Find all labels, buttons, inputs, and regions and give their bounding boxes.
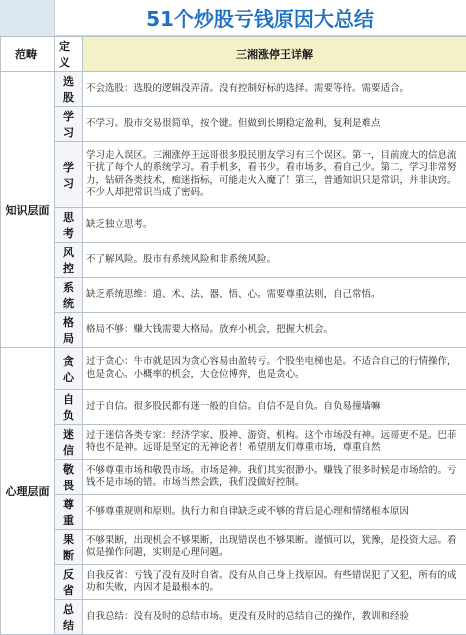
table-row bbox=[1, 390, 466, 425]
row-text[interactable]: 缺乏系统思维：道、术、法、器、悟、心。需要尊重法则，自己常悟。 bbox=[83, 278, 466, 313]
row-text[interactable]: 缺乏独立思考。 bbox=[83, 208, 466, 243]
row-term[interactable]: 选股 bbox=[55, 72, 83, 107]
row-text[interactable]: 过于迷信各类专家：经济学家、股神、游资、机构。这个市场没有神。远哥更不是。巴菲特也不是神。远哥是坚定的无神论者！希望朋友们尊重市场，尊重自然 bbox=[83, 425, 466, 460]
table-row bbox=[1, 565, 466, 600]
category-knowledge[interactable]: 知识层面 bbox=[1, 72, 55, 348]
corner-cell[interactable] bbox=[0, 0, 55, 37]
row-term[interactable]: 思考 bbox=[55, 208, 83, 243]
row-term[interactable]: 尊重 bbox=[55, 495, 83, 530]
row-text[interactable]: 不会选股：选股的逻辑没弄清。没有控制好标的选择。需要等待。需要适合。 bbox=[83, 72, 466, 107]
row-text[interactable]: 不够果断，出现机会不够果断，出现错误也不够果断。谨慎可以，犹豫，是投资大忌。看似是操作问题，实则是心理问题。 bbox=[83, 530, 466, 565]
table-row bbox=[1, 142, 466, 208]
reasons-table bbox=[0, 36, 466, 635]
table-row bbox=[1, 313, 466, 348]
row-term[interactable]: 迷信 bbox=[55, 425, 83, 460]
row-text[interactable]: 不够尊重规则和原则。执行力和自律缺乏或不够的背后是心理和情绪根本原因 bbox=[83, 495, 466, 530]
header-description[interactable]: 三湘涨停王详解 bbox=[83, 37, 466, 72]
table-row bbox=[1, 600, 466, 635]
page-title: 51个炒股亏钱原因大总结 bbox=[54, 0, 466, 36]
table-row bbox=[1, 243, 466, 278]
header-definition[interactable]: 定义 bbox=[55, 37, 83, 72]
row-text[interactable]: 不了解风险。股市有系统风险和非系统风险。 bbox=[83, 243, 466, 278]
table-row bbox=[1, 208, 466, 243]
category-psychology[interactable]: 心理层面 bbox=[1, 348, 55, 635]
row-term[interactable]: 果断 bbox=[55, 530, 83, 565]
table-row bbox=[1, 460, 466, 495]
row-term[interactable]: 学习 bbox=[55, 142, 83, 208]
row-term[interactable]: 格局 bbox=[55, 313, 83, 348]
row-text[interactable]: 过于自信。很多股民都有迷一般的自信。自信不是自负。自负易撞墙嘛 bbox=[83, 390, 466, 425]
table-row bbox=[1, 425, 466, 460]
table-row bbox=[1, 278, 466, 313]
row-text[interactable]: 格局不够：赚大钱需要大格局。放弃小机会，把握大机会。 bbox=[83, 313, 466, 348]
row-term[interactable]: 总结 bbox=[55, 600, 83, 635]
header-category[interactable]: 范畴 bbox=[1, 37, 55, 72]
table-row bbox=[1, 72, 466, 107]
row-term[interactable]: 风控 bbox=[55, 243, 83, 278]
row-text[interactable]: 自我反省：亏钱了没有及时自省。没有从自己身上找原因。有些错误犯了又犯，所有的成功和失败，内因才是最根本的。 bbox=[83, 565, 466, 600]
table-row bbox=[1, 348, 466, 390]
row-text[interactable]: 自我总结：没有及时的总结市场。更没有及时的总结自己的操作，教训和经验 bbox=[83, 600, 466, 635]
row-text[interactable]: 不够尊重市场和敬畏市场。市场是神。我们其实很渺小。赚钱了很多时候是市场给的。亏钱不是市场的错。市场当然会跌，我们没做好控制。 bbox=[83, 460, 466, 495]
row-term[interactable]: 敬畏 bbox=[55, 460, 83, 495]
row-term[interactable]: 学习 bbox=[55, 107, 83, 142]
table-row bbox=[1, 107, 466, 142]
row-term[interactable]: 贪心 bbox=[55, 348, 83, 390]
row-text[interactable]: 过于贪心：牛市就是因为贪心容易由盈转亏。个股坐电梯也是。不适合自己的行情操作，也是贪心。小概率的机会，大仓位博弈，也是贪心。 bbox=[83, 348, 466, 390]
table-row bbox=[1, 530, 466, 565]
header-row bbox=[1, 37, 466, 72]
row-text[interactable]: 不学习。股市交易很简单，按个键。但做到长期稳定盈利，复利是难点 bbox=[83, 107, 466, 142]
row-term[interactable]: 自负 bbox=[55, 390, 83, 425]
row-term[interactable]: 系统 bbox=[55, 278, 83, 313]
row-term[interactable]: 反省 bbox=[55, 565, 83, 600]
row-text[interactable]: 学习走入误区。三湘涨停王远哥很多股民朋友学习有三个误区。第一，目前庞大的信息流干扰了每个人的系统学习。看手机多，看书少。看市场多，看自己少。第二，学习非常努力，钻研各类技术，痴迷指标，可能走火入魔了！第三，普通知识只是常识，并非诀窍。不少人却把常识当成了密码。 bbox=[83, 142, 466, 208]
